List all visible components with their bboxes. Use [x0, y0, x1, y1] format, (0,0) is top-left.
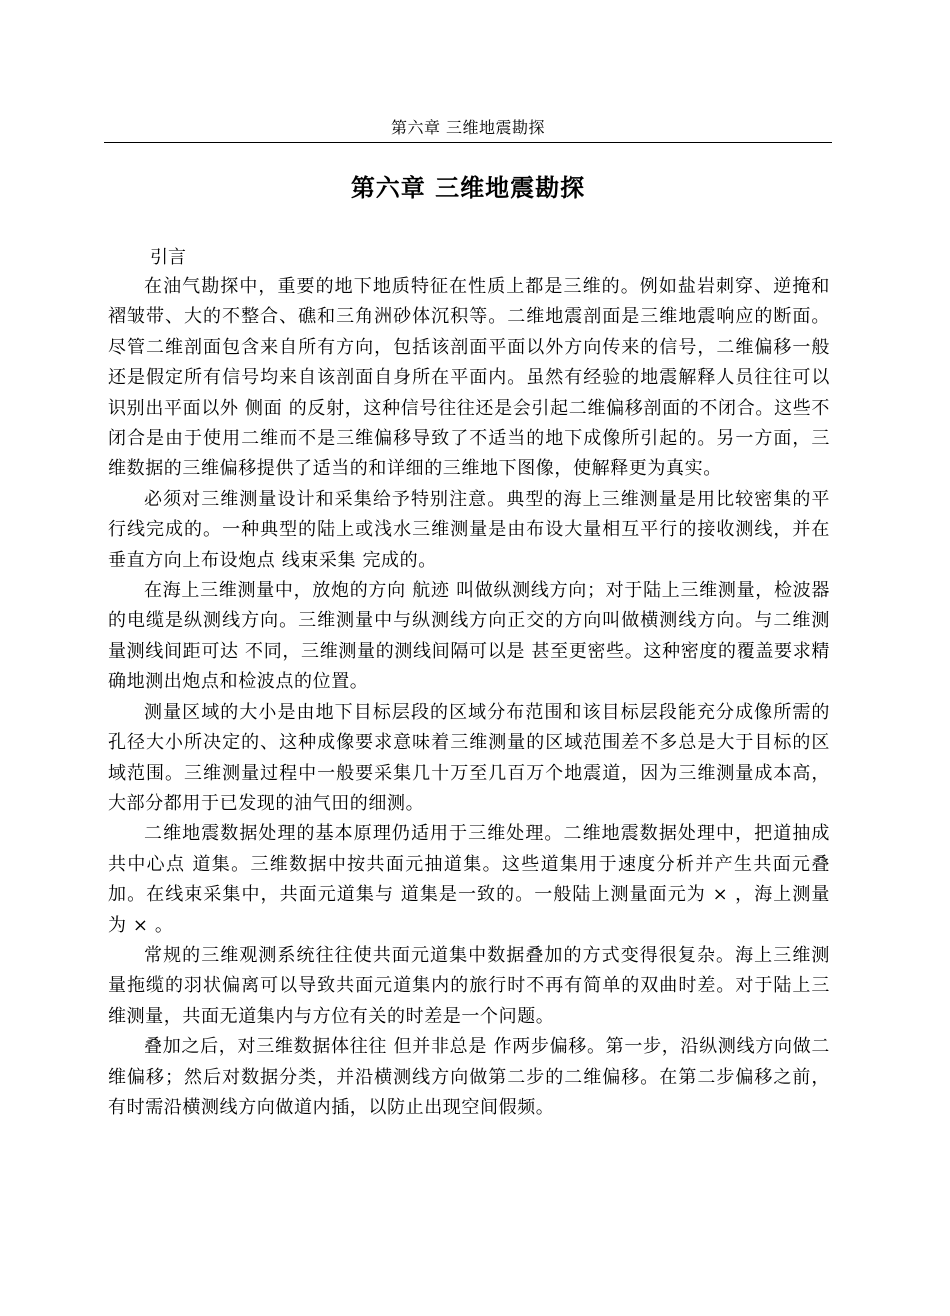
section-heading-introduction: 引言 [150, 247, 186, 268]
paragraph-geometry: 常规的三维观测系统往往使共面元道集中数据叠加的方式变得很复杂。海上三维测量拖缆的羽状偏离可以导致共面元道集内的旅行时不再有简单的双曲时差。对于陆上三维测量，共面无道集内与方位有关的时差是一个问题。 [108, 944, 830, 1027]
paragraph-survey-area: 测量区域的大小是由地下目标层段的区域分布范围和该目标层段能充分成像所需的孔径大小所决定的、这种成像要求意味着三维测量的区域范围差不多总是大于目标的区域范围。三维测量过程中一般要采集几十万至几百万个地震道，因为三维测量成本高，大部分都用于已发现的油气田的细测。 [108, 701, 830, 814]
paragraph-processing: 二维地震数据处理的基本原理仍适用于三维处理。二维地震数据处理中，把道抽成共中心点 道集。三维数据中按共面元抽道集。这些道集用于速度分析并产生共面元叠加。在线束采集中，共面元道集与 道集是一致的。一般陆上测量面元为 × ，海上测量为 × 。 [108, 823, 830, 936]
paragraph-inline-crossline: 在海上三维测量中，放炮的方向 航迹 叫做纵测线方向；对于陆上三维测量，检波器的电缆是纵测线方向。三维测量中与纵测线方向正交的方向叫做横测线方向。与二维测量测线间距可达 不同，三维测量的测线间隔可以是 甚至更密些。这种密度的覆盖要求精确地测出炮点和检波点的位置。 [108, 580, 830, 693]
chapter-title: 第六章 三维地震勘探 [350, 174, 586, 202]
paragraph-migration: 叠加之后，对三维数据体往往 但并非总是 作两步偏移。第一步，沿纵测线方向做二维偏移；然后对数据分类，并沿横测线方向做第二步的二维偏移。在第二步偏移之前，有时需沿横测线方向做道内插，以防止出现空间假频。 [108, 1036, 830, 1118]
paragraph-survey-design: 必须对三维测量设计和采集给予特别注意。典型的海上三维测量是用比较密集的平行线完成的。一种典型的陆上或浅水三维测量是由布设大量相互平行的接收测线，并在垂直方向上布设炮点 线束采集 完成的。 [108, 488, 830, 571]
header-rule [104, 142, 832, 143]
body-text [108, 272, 830, 1123]
running-header: 第六章 三维地震勘探 [390, 118, 546, 137]
paragraph-3d-features: 在油气勘探中，重要的地下地质特征在性质上都是三维的。例如盐岩刺穿、逆掩和褶皱带、大的不整合、礁和三角洲砂体沉积等。二维地震剖面是三维地震响应的断面。尽管二维剖面包含来自所有方向，包括该剖面平面以外方向传来的信号，二维偏移一般还是假定所有信号均来自该剖面自身所在平面内。虽然有经验的地震解释人员往往可以识别出平面以外 侧面 的反射，这种信号往往还是会引起二维偏移剖面的不闭合。这些不闭合是由于使用二维而不是三维偏移导致了不适当的地下成像所引起的。另一方面，三维数据的三维偏移提供了适当的和详细的三维地下图像，使解释更为真实。 [108, 276, 830, 480]
